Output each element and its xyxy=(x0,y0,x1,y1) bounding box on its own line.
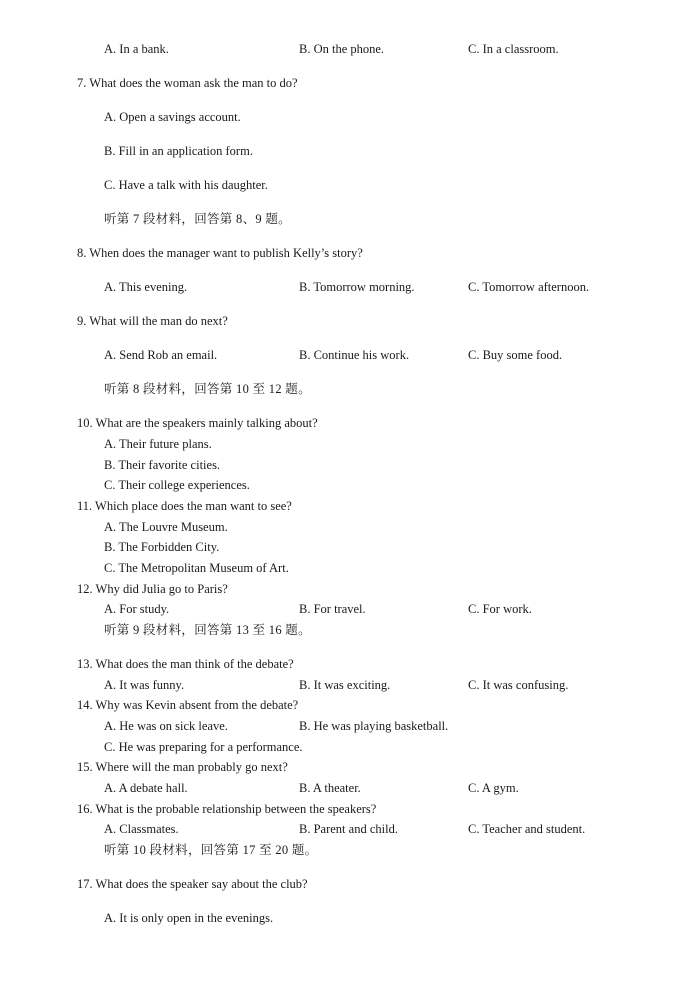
q16-option-c: C. Teacher and student. xyxy=(468,822,586,836)
section-instruction-7: 听第 7 段材料，回答第 8、9 题。 xyxy=(104,212,291,226)
q13-option-c: C. It was confusing. xyxy=(468,678,569,692)
q6-option-b: B. On the phone. xyxy=(299,42,385,56)
q15-question: 15. Where will the man probably go next? xyxy=(77,760,288,774)
q12-option-c: C. For work. xyxy=(468,602,532,616)
q13-question: 13. What does the man think of the debate? xyxy=(77,657,294,671)
q10-option-b: B. Their favorite cities. xyxy=(104,458,221,472)
q12-question: 12. Why did Julia go to Paris? xyxy=(77,582,228,596)
q17-question: 17. What does the speaker say about the club? xyxy=(77,877,308,891)
q9-option-a: A. Send Rob an email. xyxy=(104,348,218,362)
q8-option-a: A. This evening. xyxy=(104,280,188,294)
q15-option-c: C. A gym. xyxy=(468,781,519,795)
q16-option-b: B. Parent and child. xyxy=(299,822,398,836)
q7-option-a: A. Open a savings account. xyxy=(104,110,241,124)
section-instruction-10: 听第 10 段材料，回答第 17 至 20 题。 xyxy=(104,843,318,857)
q15-option-a: A. A debate hall. xyxy=(104,781,188,795)
q7-option-b: B. Fill in an application form. xyxy=(104,144,253,158)
q10-option-c: C. Their college experiences. xyxy=(104,478,250,492)
q12-option-b: B. For travel. xyxy=(299,602,366,616)
q8-question: 8. When does the manager want to publish Kelly’s story? xyxy=(77,246,363,260)
q16-option-a: A. Classmates. xyxy=(104,822,179,836)
q11-option-c: C. The Metropolitan Museum of Art. xyxy=(104,561,289,575)
q10-option-a: A. Their future plans. xyxy=(104,437,212,451)
q11-question: 11. Which place does the man want to see? xyxy=(77,499,292,513)
section-instruction-9: 听第 9 段材料，回答第 13 至 16 题。 xyxy=(104,623,311,637)
q11-option-a: A. The Louvre Museum. xyxy=(104,520,228,534)
q7-option-c: C. Have a talk with his daughter. xyxy=(104,178,268,192)
q12-option-a: A. For study. xyxy=(104,602,170,616)
q6-option-c: C. In a classroom. xyxy=(468,42,559,56)
q16-question: 16. What is the probable relationship between the speakers? xyxy=(77,802,377,816)
q14-question: 14. Why was Kevin absent from the debate? xyxy=(77,698,299,712)
section-instruction-8: 听第 8 段材料，回答第 10 至 12 题。 xyxy=(104,382,311,396)
q8-option-c: C. Tomorrow afternoon. xyxy=(468,280,590,294)
q11-option-b: B. The Forbidden City. xyxy=(104,540,220,554)
q9-option-c: C. Buy some food. xyxy=(468,348,563,362)
q14-option-c: C. He was preparing for a performance. xyxy=(104,740,303,754)
q10-question: 10. What are the speakers mainly talking about? xyxy=(77,416,318,430)
q7-question: 7. What does the woman ask the man to do? xyxy=(77,76,298,90)
q6-option-a: A. In a bank. xyxy=(104,42,169,56)
q14-option-b: B. He was playing basketball. xyxy=(299,719,449,733)
q8-option-b: B. Tomorrow morning. xyxy=(299,280,415,294)
q9-question: 9. What will the man do next? xyxy=(77,314,228,328)
q13-option-b: B. It was exciting. xyxy=(299,678,391,692)
q14-option-a: A. He was on sick leave. xyxy=(104,719,228,733)
q17-option-a: A. It is only open in the evenings. xyxy=(104,911,274,925)
q13-option-a: A. It was funny. xyxy=(104,678,185,692)
q15-option-b: B. A theater. xyxy=(299,781,361,795)
q9-option-b: B. Continue his work. xyxy=(299,348,410,362)
